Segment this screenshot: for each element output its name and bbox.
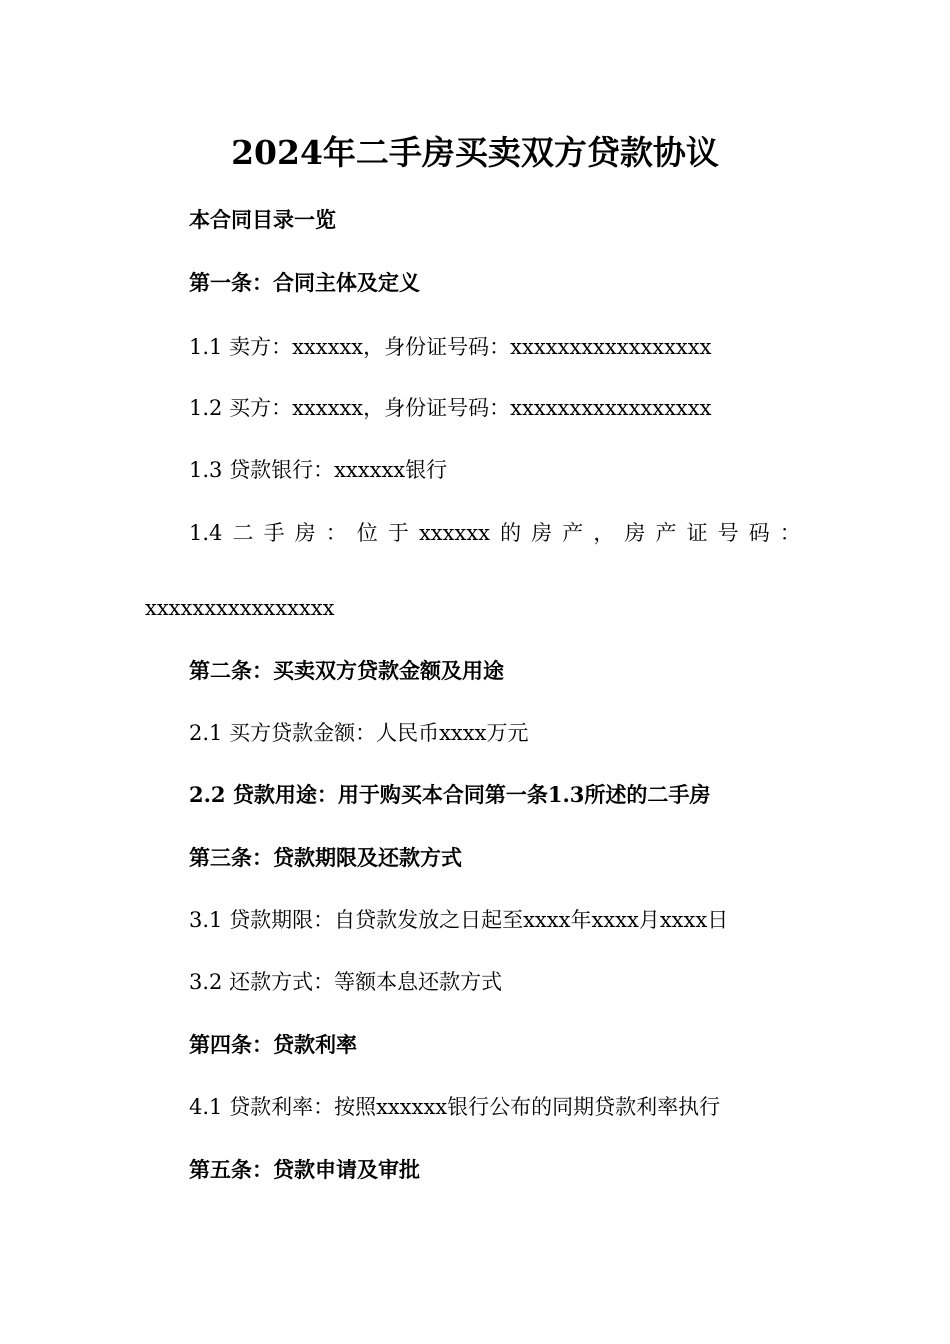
- item-1-4-part: 房: [624, 521, 646, 545]
- article-5-heading: 第五条：贷款申请及审批: [189, 1157, 420, 1182]
- article-1-heading: 第一条：合同主体及定义: [189, 270, 420, 295]
- item-3-1: 3.1 贷款期限：自贷款发放之日起至xxxx年xxxx月xxxx日: [189, 908, 729, 932]
- item-2-1: 2.1 买方贷款金额：人民币xxxx万元: [189, 721, 529, 745]
- article-3-heading: 第三条：贷款期限及还款方式: [189, 845, 462, 870]
- article-2-heading: 第二条：买卖双方贷款金额及用途: [189, 658, 504, 683]
- item-1-4-part: ：: [779, 521, 801, 545]
- item-1-4-part: 证: [686, 521, 708, 545]
- item-1-4-part: 房: [294, 521, 316, 545]
- item-1-4-part: 1.4: [189, 521, 223, 545]
- item-1-4-part: 码: [748, 521, 770, 545]
- item-1-4-part: 号: [717, 521, 739, 545]
- item-1-4-part: 于: [387, 521, 409, 545]
- toc-heading: 本合同目录一览: [189, 207, 336, 232]
- item-3-2: 3.2 还款方式：等额本息还款方式: [189, 970, 503, 994]
- item-1-4-continuation: xxxxxxxxxxxxxxxx: [145, 596, 335, 620]
- article-4-heading: 第四条：贷款利率: [189, 1032, 357, 1057]
- item-1-4-part: 房: [531, 521, 553, 545]
- item-1-4-part: 产: [562, 521, 584, 545]
- item-1-4-part: 的: [500, 521, 522, 545]
- item-1-4: [189, 518, 801, 548]
- item-2-2: 2.2 贷款用途：用于购买本合同第一条1.3所述的二手房: [189, 782, 711, 807]
- item-1-4-part: 二: [232, 521, 254, 545]
- document-title: 2024年二手房买卖双方贷款协议: [231, 133, 719, 172]
- item-1-4-part: 手: [263, 521, 285, 545]
- item-1-2: 1.2 买方：xxxxxx，身份证号码：xxxxxxxxxxxxxxxxx: [189, 396, 712, 420]
- item-1-4-part: ：: [325, 521, 347, 545]
- item-1-3: 1.3 贷款银行：xxxxxx银行: [189, 458, 448, 482]
- item-1-4-part: 产: [655, 521, 677, 545]
- item-1-4-part: 位: [356, 521, 378, 545]
- item-1-4-part: ，: [593, 521, 615, 545]
- item-4-1: 4.1 贷款利率：按照xxxxxx银行公布的同期贷款利率执行: [189, 1095, 721, 1119]
- item-1-4-part: xxxxxx: [418, 521, 491, 545]
- item-1-1: 1.1 卖方：xxxxxx，身份证号码：xxxxxxxxxxxxxxxxx: [189, 335, 712, 359]
